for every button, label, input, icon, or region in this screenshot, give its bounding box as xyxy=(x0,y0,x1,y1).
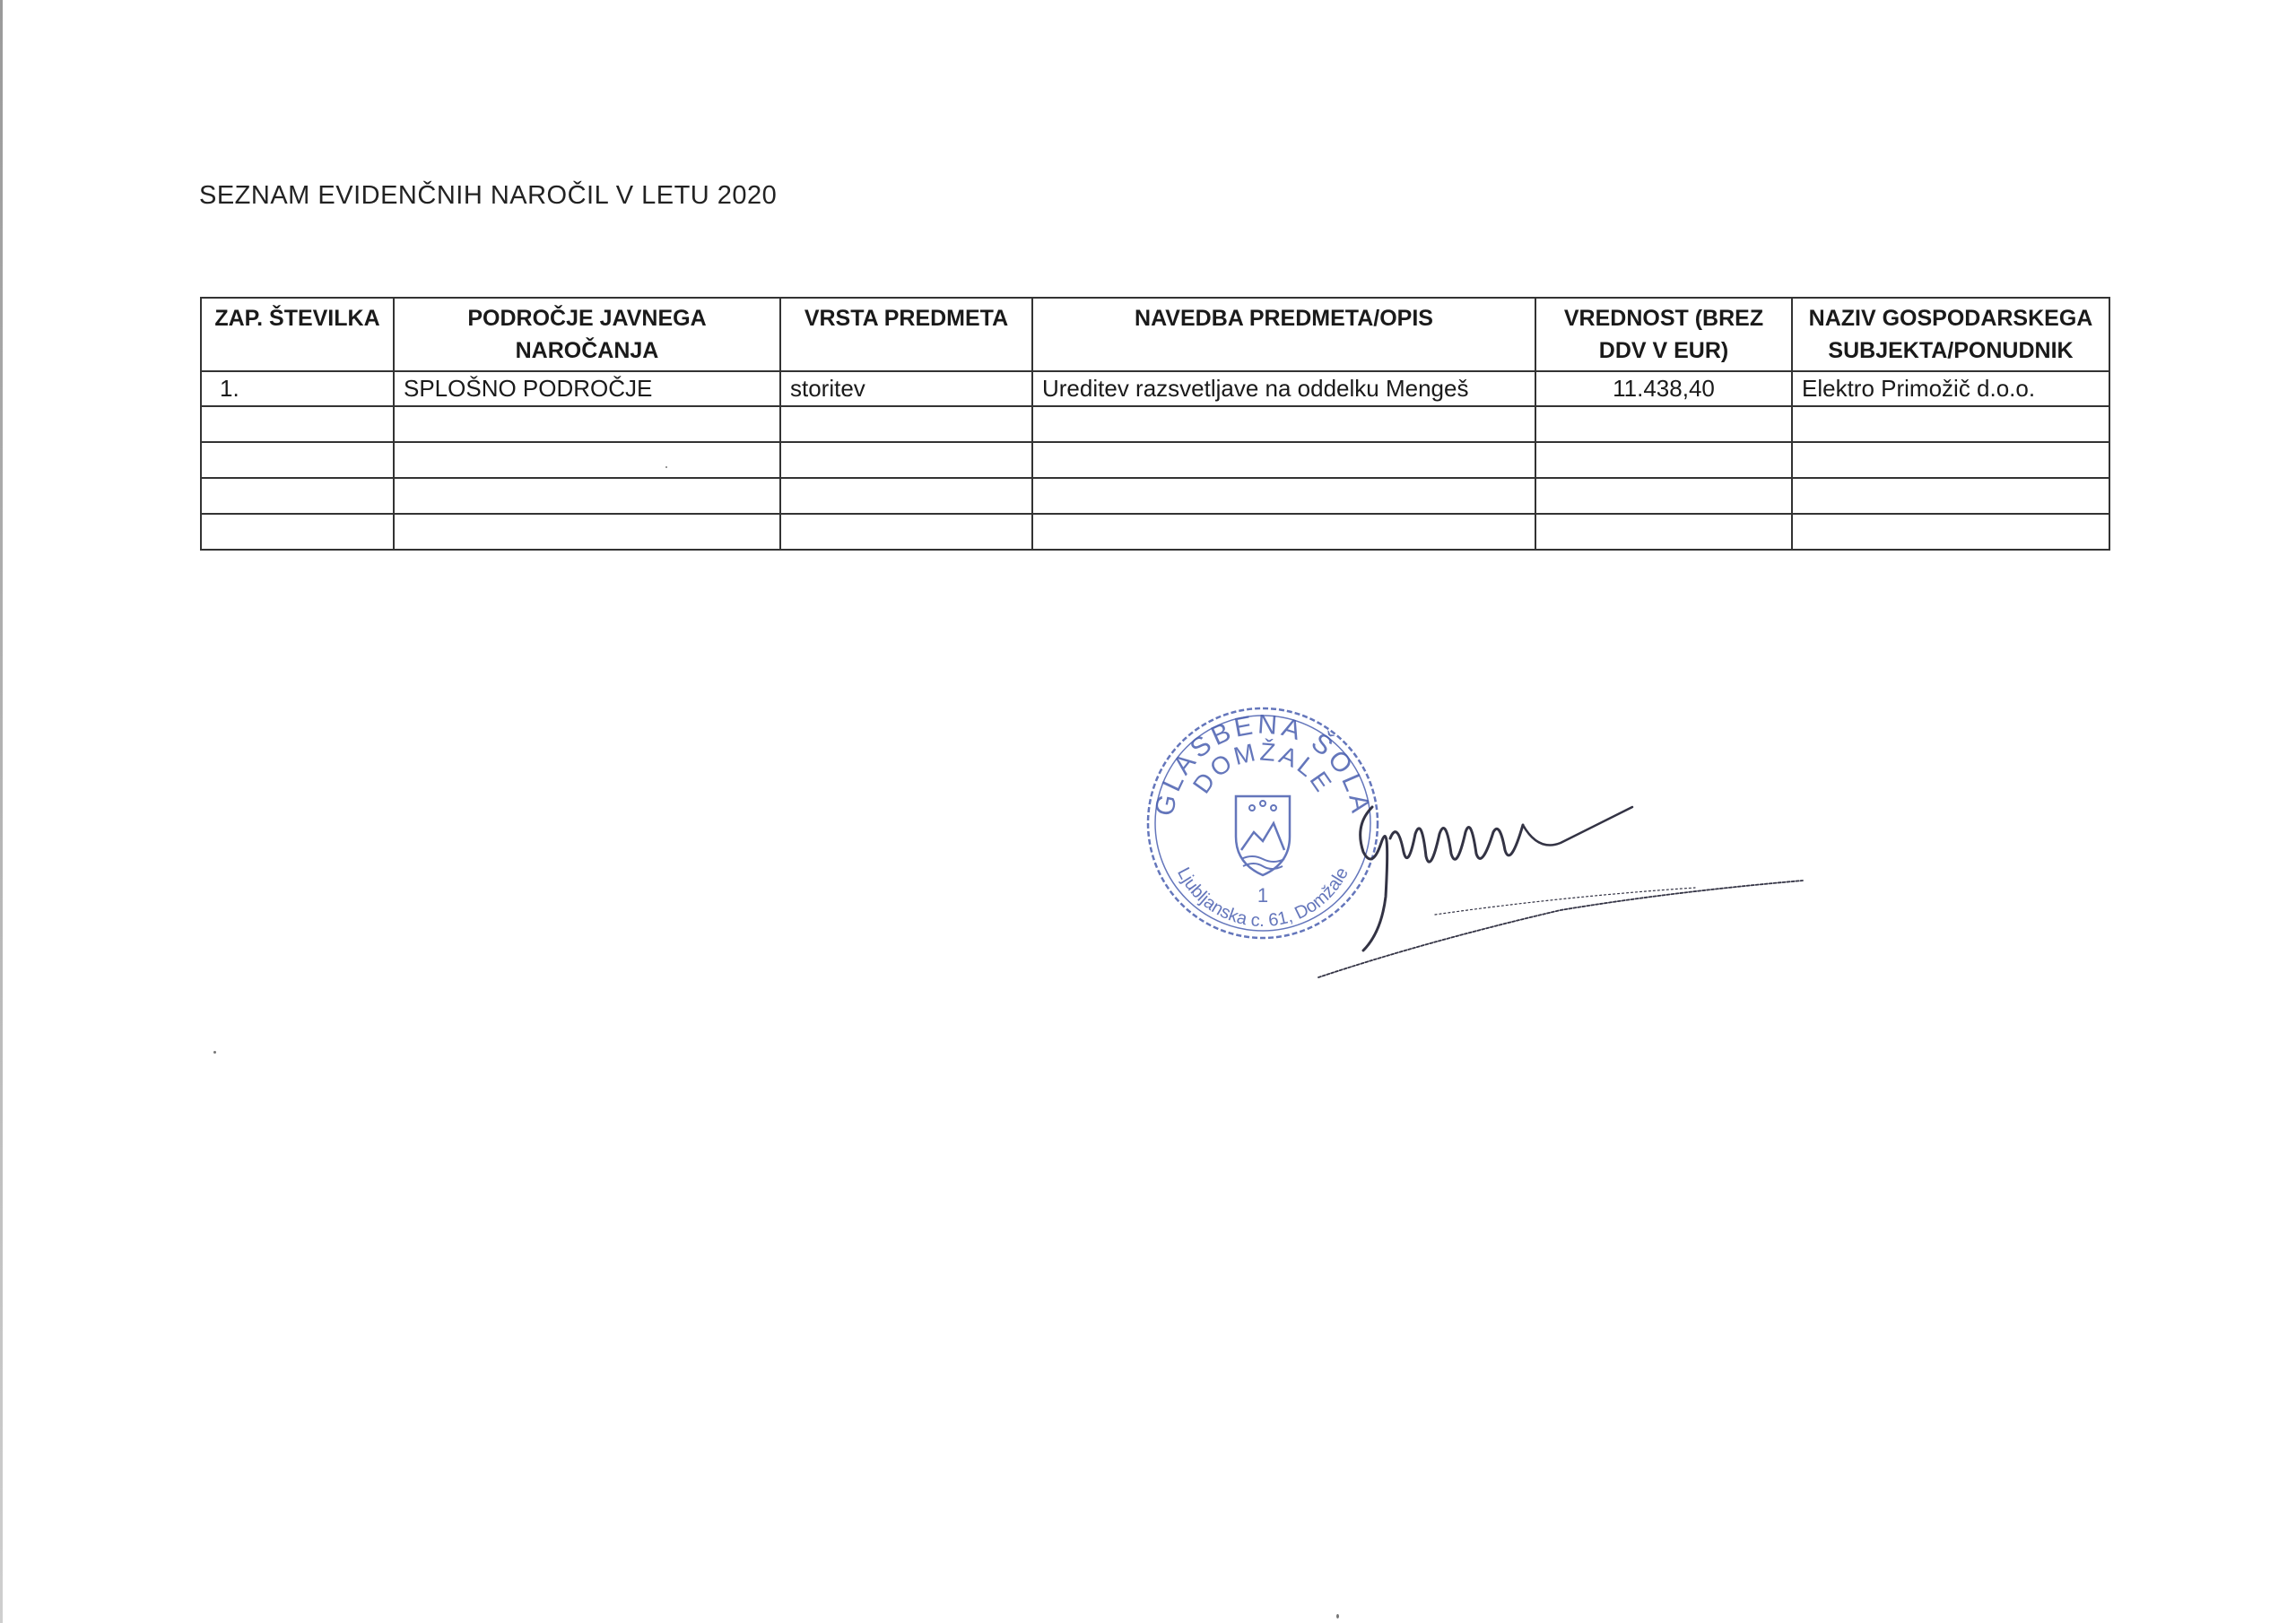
header-number: ZAP. ŠTEVILKA xyxy=(201,298,394,371)
cell-area: SPLOŠNO PODROČJE xyxy=(394,371,780,406)
cell-description: Ureditev razsvetljave na oddelku Mengeš xyxy=(1032,371,1535,406)
cell-value: 11.438,40 xyxy=(1535,371,1792,406)
scan-speck xyxy=(665,466,667,468)
cell-type: storitev xyxy=(780,371,1032,406)
empty-table-row xyxy=(201,478,2109,514)
cell-number: 1. xyxy=(201,371,394,406)
stamp-top-text: GLASBENA ŠOLA xyxy=(1149,709,1377,819)
header-supplier: NAZIV GOSPODARSKEGA SUBJEKTA/PONUDNIK xyxy=(1792,298,2109,371)
stamp-bottom-text: Ljubljanska c. 61, Domžale xyxy=(1173,864,1352,932)
header-description: NAVEDBA PREDMETA/OPIS xyxy=(1032,298,1535,371)
header-area: PODROČJE JAVNEGA NAROČANJA xyxy=(394,298,780,371)
table-row xyxy=(201,371,2109,406)
header-value: VREDNOST (BREZ DDV V EUR) xyxy=(1535,298,1792,371)
document-title: SEZNAM EVIDENČNIH NAROČIL V LETU 2020 xyxy=(199,181,778,210)
scan-speck xyxy=(213,1051,216,1054)
empty-table-row xyxy=(201,514,2109,550)
procurement-table xyxy=(200,297,2110,551)
header-type: VRSTA PREDMETA xyxy=(780,298,1032,371)
stamp-middle-text: DOMŽALE xyxy=(1187,737,1339,799)
table-header-row xyxy=(201,298,2109,371)
scan-speck xyxy=(1336,1614,1339,1619)
stamp-number: 1 xyxy=(1257,884,1269,907)
empty-table-row xyxy=(201,406,2109,442)
empty-table-row xyxy=(201,442,2109,478)
cell-supplier: Elektro Primožič d.o.o. xyxy=(1792,371,2109,406)
handwritten-signature xyxy=(1292,771,1830,986)
scan-edge xyxy=(0,0,3,1623)
